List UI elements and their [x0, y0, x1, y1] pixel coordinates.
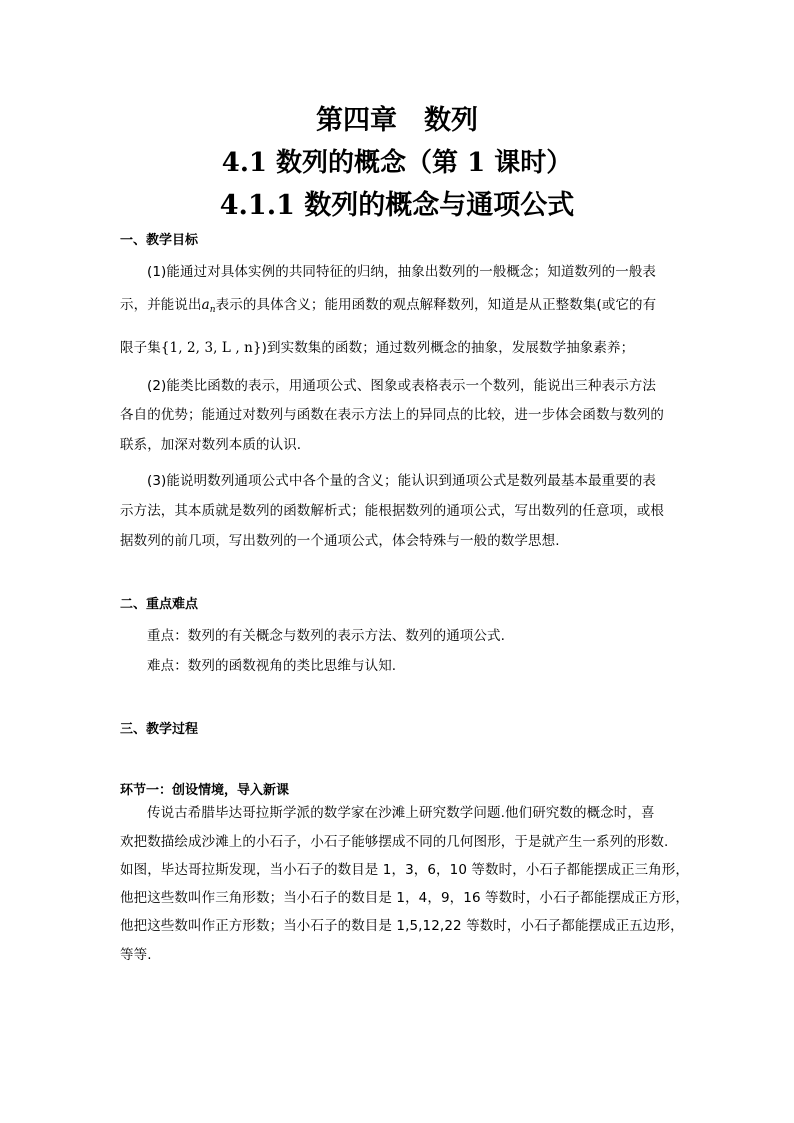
process-heading: 三、教学过程: [120, 722, 199, 737]
goal-2-line-2: 各自的优势；能通过对数列与函数在表示方法上的异同点的比较，进一步体会函数与数列的: [120, 407, 664, 423]
step-1-heading: 环节一：创设情境，导入新课: [120, 783, 290, 798]
focus-text: 重点：数列的有关概念与数列的表示方法、数列的通项公式.: [147, 628, 505, 644]
text-segment: )到实数集的函数；通过数列概念的抽象，发展数学抽象素养；: [261, 340, 635, 356]
goal-2-line-3: 联系，加深对数列本质的认识.: [120, 437, 302, 453]
chapter-title: 第四章 数列: [316, 105, 478, 136]
math-a-n: [202, 297, 216, 313]
math-set: {1, 2, 3, L , n}: [160, 340, 262, 356]
difficulty-text: 难点：数列的函数视角的类比思维与认知.: [147, 658, 397, 674]
goal-3-line-3: 据数列的前几项，写出数列的一个通项公式，体会特殊与一般的数学思想.: [120, 533, 560, 549]
text-segment: 限子集: [120, 340, 161, 356]
step-1-line-2: 欢把数描绘成沙滩上的小石子，小石子能够摆成不同的几何图形，于是就产生一系列的形数.: [120, 834, 669, 850]
step-1-line-3: 如图，毕达哥拉斯发现，当小石子的数目是 1，3，6，10 等数时，小石子都能摆成正三角形，: [120, 862, 690, 878]
step-1-line-5: 他把这些数叫作正方形数；当小石子的数目是 1,5,12,22 等数时，小石子都能摆成正五边形，: [120, 918, 684, 934]
text-segment: 示，并能说出: [120, 297, 202, 313]
goal-3-line-2: 示方法，其本质就是数列的函数解析式；能根据数列的通项公式，写出数列的任意项，或根: [120, 503, 664, 519]
math-subscript: n: [209, 305, 216, 315]
goal-3-line-1: (3)能说明数列通项公式中各个量的含义；能认识到通项公式是数列最基本最重要的表: [147, 473, 657, 489]
section-title: 4.1 数列的概念（第 1 课时）: [221, 148, 573, 178]
text-segment: 表示的具体含义；能用函数的观点解释数列，知道是从正整数集(或它的有: [215, 297, 657, 313]
goal-1-line-1: (1)能通过对具体实例的共同特征的归纳，抽象出数列的一般概念；知道数列的一般表: [147, 264, 657, 280]
key-points-heading: 二、重点难点: [120, 597, 199, 612]
goal-1-line-3: [120, 336, 634, 356]
subsection-title: 4.1.1 数列的概念与通项公式: [219, 190, 575, 221]
goals-heading: 一、教学目标: [120, 233, 199, 248]
goal-2-line-1: (2)能类比函数的表示，用通项公式、图象或表格表示一个数列，能说出三种表示方法: [147, 378, 657, 394]
step-1-line-4: 他把这些数叫作三角形数；当小石子的数目是 1，4，9，16 等数时，小石子都能摆成正方形，: [120, 890, 690, 906]
goal-1-line-2: [120, 293, 656, 315]
step-1-line-1: 传说古希腊毕达哥拉斯学派的数学家在沙滩上研究数学问题.他们研究数的概念时，喜: [147, 805, 655, 821]
step-1-line-6: 等等.: [120, 947, 152, 963]
math-var: a: [201, 297, 210, 313]
